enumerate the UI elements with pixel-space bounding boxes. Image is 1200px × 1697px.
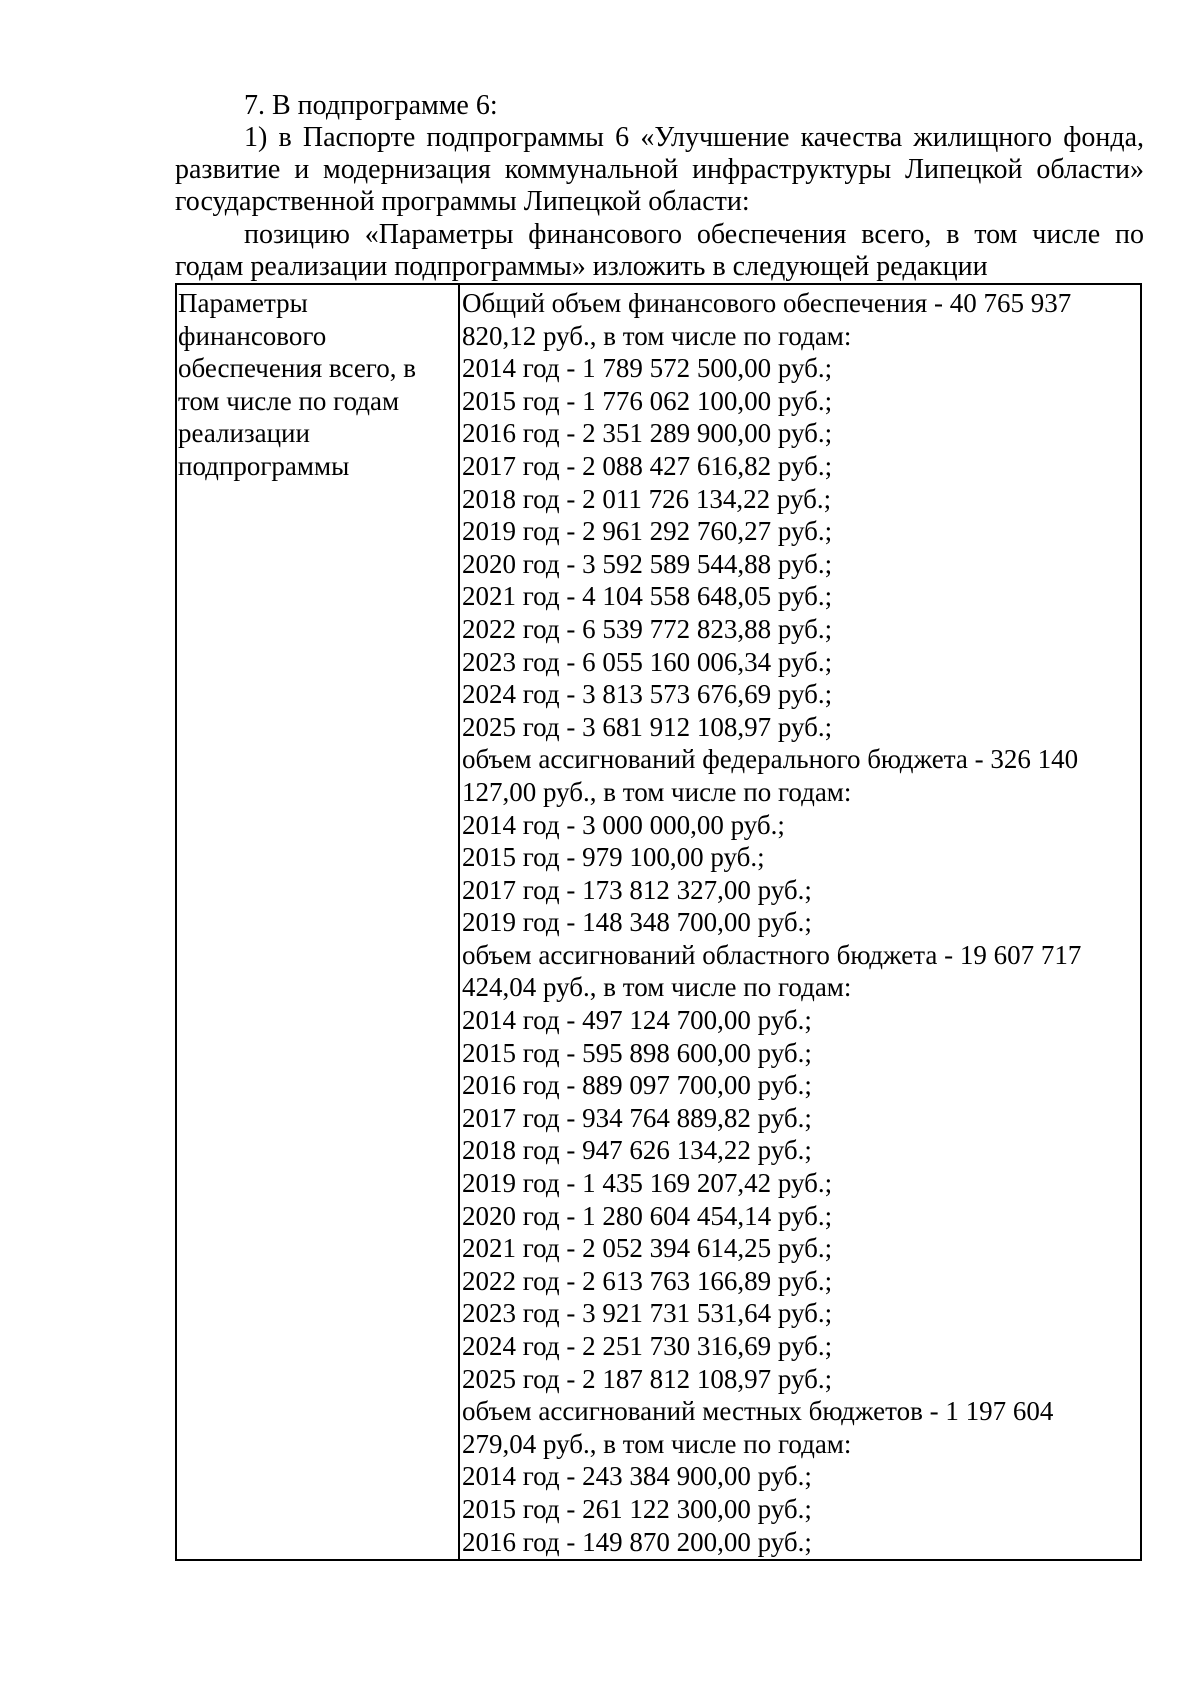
value-line: 2019 год - 2 961 292 760,27 руб.;	[462, 516, 833, 547]
value-line: 2025 год - 2 187 812 108,97 руб.;	[462, 1363, 833, 1394]
value-line: 424,04 руб., в том числе по годам:	[462, 972, 852, 1003]
parameter-name-line: финансового	[178, 320, 327, 351]
value-line: 2015 год - 595 898 600,00 руб.;	[462, 1037, 812, 1068]
value-line: 2015 год - 979 100,00 руб.;	[462, 842, 765, 873]
value-line: 2024 год - 2 251 730 316,69 руб.;	[462, 1331, 833, 1361]
value-line: 2014 год - 243 384 900,00 руб.;	[462, 1461, 812, 1492]
value-line: 2016 год - 149 870 200,00 руб.;	[462, 1526, 812, 1557]
parameter-name-line: том числе по годам	[178, 385, 400, 416]
value-line: Общий объем финансового обеспечения - 40 765 937	[462, 288, 1072, 318]
parameter-name-line: Параметры	[178, 288, 308, 318]
value-line: 2024 год - 3 813 573 676,69 руб.;	[462, 679, 833, 710]
value-line: 820,12 руб., в том числе по годам:	[462, 320, 852, 351]
value-line: 2015 год - 261 122 300,00 руб.;	[462, 1493, 812, 1524]
value-line: 2025 год - 3 681 912 108,97 руб.;	[462, 711, 833, 742]
value-line: 2020 год - 1 280 604 454,14 руб.;	[462, 1200, 833, 1231]
value-line: 2018 год - 947 626 134,22 руб.;	[462, 1135, 812, 1166]
value-line: 2015 год - 1 776 062 100,00 руб.;	[462, 385, 833, 416]
value-line: объем ассигнований федерального бюджета - 326 140	[462, 744, 1079, 775]
value-line: 2016 год - 889 097 700,00 руб.;	[462, 1070, 812, 1101]
value-line: 2018 год - 2 011 726 134,22 руб.;	[462, 483, 832, 514]
value-line: 2019 год - 148 348 700,00 руб.;	[462, 907, 812, 938]
value-line: 2019 год - 1 435 169 207,42 руб.;	[462, 1168, 833, 1199]
value-line: 2023 год - 6 055 160 006,34 руб.;	[462, 646, 833, 677]
passport-paragraph: 1) в Паспорте подпрограммы 6 «Улучшение качества жилищного фонда, развитие и модернизация коммунальной инфраструктуры Липецкой области» государственной программы Липецкой области:	[175, 122, 1144, 217]
value-line: 2014 год - 1 789 572 500,00 руб.;	[462, 353, 833, 384]
value-line: 2017 год - 2 088 427 616,82 руб.;	[462, 450, 833, 481]
value-line: 2021 год - 2 052 394 614,25 руб.;	[462, 1233, 833, 1264]
value-line: 2023 год - 3 921 731 531,64 руб.;	[462, 1298, 833, 1329]
value-line: 2021 год - 4 104 558 648,05 руб.;	[462, 581, 833, 612]
section-heading: 7. В подпрограмме 6:	[244, 90, 498, 121]
value-line: 2017 год - 173 812 327,00 руб.;	[462, 874, 812, 905]
value-line: объем ассигнований областного бюджета - 19 607 717	[462, 939, 1082, 970]
value-line: 2022 год - 6 539 772 823,88 руб.;	[462, 613, 833, 644]
value-line: 2022 год - 2 613 763 166,89 руб.;	[462, 1265, 833, 1296]
value-line: 127,00 руб., в том числе по годам:	[462, 776, 852, 807]
parameter-name-line: подпрограммы	[178, 450, 350, 481]
parameter-value-cell	[460, 285, 1140, 1559]
parameter-name-line: обеспечения всего, в	[178, 353, 416, 384]
value-line: 279,04 руб., в том числе по годам:	[462, 1428, 852, 1459]
value-line: 2016 год - 2 351 289 900,00 руб.;	[462, 418, 833, 449]
value-line: 2017 год - 934 764 889,82 руб.;	[462, 1102, 812, 1133]
value-line: 2014 год - 497 124 700,00 руб.;	[462, 1005, 812, 1036]
parameter-name-cell	[177, 285, 460, 1559]
parameter-name-line: реализации	[178, 418, 310, 449]
value-line: объем ассигнований местных бюджетов - 1 197 604	[462, 1396, 1054, 1427]
financing-table	[175, 283, 1142, 1561]
instruction-paragraph: позицию «Параметры финансового обеспечения всего, в том числе по годам реализации подпрограммы» изложить в следующей редакции	[175, 219, 1144, 282]
value-line: 2020 год - 3 592 589 544,88 руб.;	[462, 548, 833, 579]
value-line: 2014 год - 3 000 000,00 руб.;	[462, 809, 785, 840]
